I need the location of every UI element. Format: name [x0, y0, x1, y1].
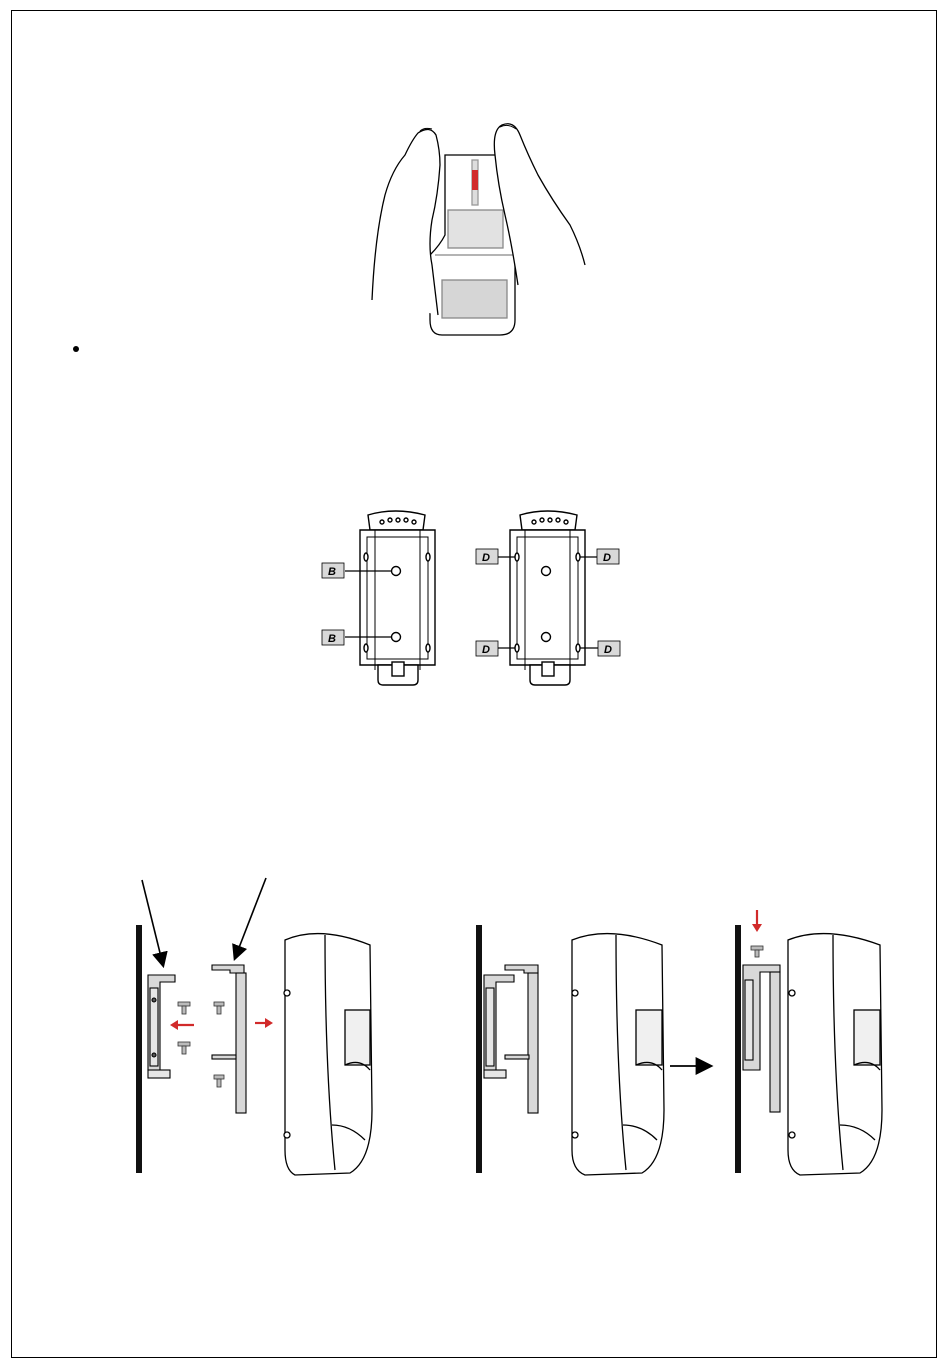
detector-icon — [572, 934, 664, 1175]
bracket-icon — [148, 975, 175, 1078]
screw-icon — [751, 946, 763, 957]
bracket-icon — [743, 965, 780, 1112]
arrow-icon — [142, 880, 163, 965]
bracket-holes-diagram — [310, 505, 630, 695]
hole-label-d: D — [604, 644, 612, 656]
bracket-icon — [498, 511, 598, 685]
wall — [735, 925, 741, 1173]
screw-icon — [178, 1002, 224, 1087]
hole-label-d: D — [482, 644, 490, 656]
hand-icon — [372, 129, 440, 315]
mounting-sequence-illustration — [120, 870, 900, 1185]
bracket-icon — [345, 511, 435, 685]
wall — [476, 925, 482, 1173]
hole-label-d: D — [603, 552, 611, 564]
bracket-icon — [484, 965, 538, 1113]
wall — [136, 925, 142, 1173]
bracket-icon — [212, 965, 246, 1113]
bullet-point — [73, 346, 79, 352]
detector-icon — [788, 934, 882, 1175]
detector-icon — [284, 934, 372, 1175]
hole-label-b: B — [328, 566, 336, 578]
hole-label-d: D — [482, 552, 490, 564]
arrow-icon — [235, 878, 266, 958]
hole-label-b: B — [328, 633, 336, 645]
hand-removing-cover-illustration — [360, 115, 600, 345]
